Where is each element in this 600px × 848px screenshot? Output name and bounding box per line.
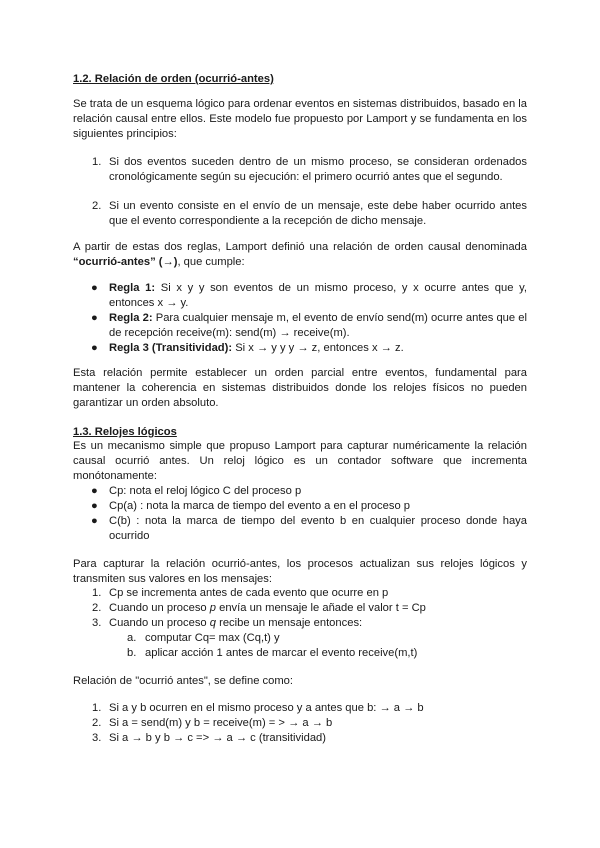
clock-bullet-1-marker: ● — [91, 485, 98, 497]
clock-bullet-3-marker: ● — [91, 515, 98, 527]
rule-1 — [109, 281, 527, 311]
substep-a-marker: a. — [127, 632, 137, 644]
relation-3-marker: 3. — [92, 732, 102, 744]
substep-b-marker: b. — [127, 647, 137, 659]
rule-3-label: Regla 3 (Transitividad): — [109, 342, 233, 354]
rule-2-label: Regla 2: — [109, 312, 153, 324]
step-1-marker: 1. — [92, 587, 102, 599]
rule-3 — [109, 341, 527, 356]
rule-2 — [109, 311, 527, 341]
rule-2-bullet: ● — [91, 312, 98, 324]
relation-1-text: Si a y b ocurren en el mismo proceso y a antes que b: → a → b — [109, 702, 424, 714]
relation-3-text: Si a → b y b → c => → a → c (transitividad) — [109, 732, 326, 744]
clock-bullet-2-marker: ● — [91, 500, 98, 512]
rule-1-bullet: ● — [91, 282, 98, 294]
rules-intro-bold: “ocurrió-antes” (→) — [73, 256, 178, 269]
step-2-em: p — [209, 602, 216, 614]
substep-b-text: aplicar acción 1 antes de marcar el evento receive(m,t) — [145, 647, 418, 659]
principle-1-text: Si dos eventos suceden dentro de un mismo proceso, se consideran ordenados cronológicamente según su ejecución: el primero ocurrió antes que el segundo. — [109, 156, 527, 184]
rule-3-text: Si x → y y y → z, entonces x → z. — [232, 342, 404, 354]
step-2-pre: Cuando un proceso — [109, 602, 210, 614]
section-1-3-intro: Es un mecanismo simple que propuso Lamport para capturar numéricamente la relación causal ocurrió antes. Un reloj lógico es un contador software que incrementa monótonamente: — [73, 440, 527, 483]
step-3-marker: 3. — [92, 617, 102, 629]
section-1-2-closing: Esta relación permite establecer un orden parcial entre eventos, fundamental para mantener la coherencia en sistemas distribuidos donde los relojes físicos no pueden garantizar un orden absoluto. — [73, 367, 527, 410]
step-3-post: recibe un mensaje entonces: — [216, 617, 363, 629]
rules-intro-pre: A partir de estas dos reglas, Lamport definió una relación de orden causal denominada — [73, 241, 527, 253]
rule-1-text: Si x y y son eventos de un mismo proceso, y x ocurre antes que y, entonces x → y. — [109, 282, 527, 310]
clock-bullet-1: Cp: nota el reloj lógico C del proceso p — [109, 485, 302, 497]
section-1-2-heading: 1.2. Relación de orden (ocurrió-antes) — [73, 73, 274, 85]
update-intro: Para capturar la relación ocurrió-antes, los procesos actualizan sus relojes lógicos y transmiten sus valores en los mensajes: — [73, 558, 527, 586]
section-1-2-intro: Se trata de un esquema lógico para ordenar eventos en sistemas distribuidos, basado en la relación causal entre ellos. Este modelo fue propuesto por Lamport y se fundamenta en los siguientes principios: — [73, 98, 527, 141]
rule-1-label: Regla 1: — [109, 282, 156, 294]
step-3-em: q — [209, 617, 216, 629]
principle-2-text: Si un evento consiste en el envío de un mensaje, este debe haber ocurrido antes que el evento correspondiente a la recepción de dicho mensaje. — [109, 200, 527, 228]
step-3 — [109, 616, 527, 631]
rule-3-bullet: ● — [91, 342, 98, 354]
relation-2-marker: 2. — [92, 717, 102, 729]
step-2-marker: 2. — [92, 602, 102, 614]
clock-bullet-2: Cp(a) : nota la marca de tiempo del evento a en el proceso p — [109, 500, 410, 512]
step-2-post: envía un mensaje le añade el valor t = Cp — [216, 602, 426, 614]
principle-1-marker: 1. — [92, 156, 102, 168]
step-3-pre: Cuando un proceso — [109, 617, 210, 629]
step-1-text: Cp se incrementa antes de cada evento que ocurre en p — [109, 587, 389, 599]
relation-2-text: Si a = send(m) y b = receive(m) = > → a → b — [109, 717, 333, 729]
rule-2-text: Para cualquier mensaje m, el evento de envío send(m) ocurre antes que el de recepción receive(m): send(m) → receive(m). — [109, 312, 527, 340]
relation-intro: Relación de "ocurrió antes", se define como: — [73, 675, 294, 687]
step-2 — [109, 601, 527, 616]
section-1-3-heading: 1.3. Relojes lógicos — [73, 426, 177, 438]
substep-a-text: computar Cq= max (Cq,t) y — [145, 632, 280, 644]
principle-2-marker: 2. — [92, 200, 102, 212]
rules-intro — [73, 240, 527, 270]
rules-intro-post: , que cumple: — [177, 256, 245, 269]
relation-1-marker: 1. — [92, 702, 102, 714]
clock-bullet-3: C(b) : nota la marca de tiempo del evento b en cualquier proceso donde haya ocurrido — [109, 515, 527, 543]
